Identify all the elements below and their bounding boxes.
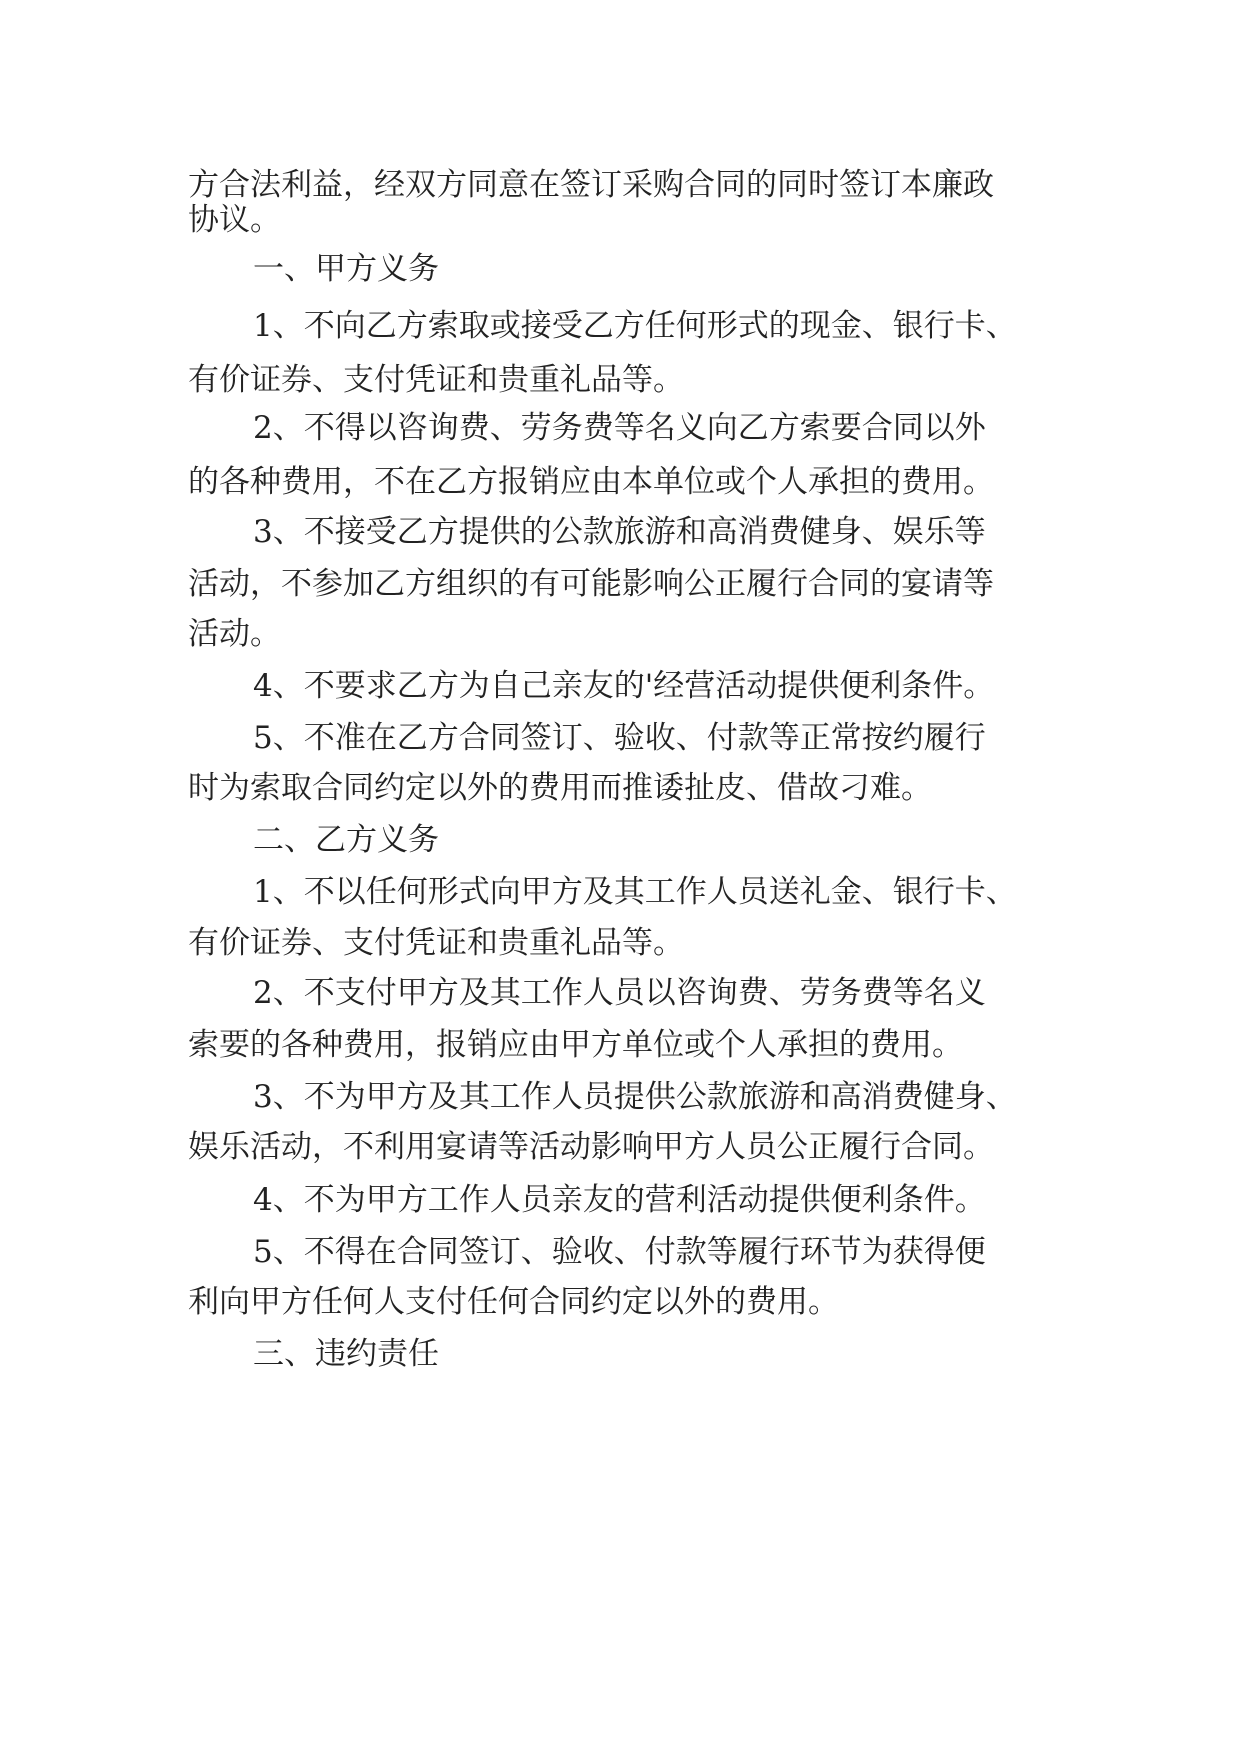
clause-line: 有价证券、支付凭证和贵重礼品等。: [188, 925, 684, 961]
clause-line: 的各种费用，不在乙方报销应由本单位或个人承担的费用。: [188, 464, 994, 500]
body-text-line: 协议。: [188, 202, 281, 238]
clause-line: 5、不得在合同签订、验收、付款等履行环节为获得便: [253, 1234, 986, 1270]
clause-line: 3、不接受乙方提供的公款旅游和高消费健身、娱乐等: [253, 514, 986, 550]
clause-line: 3、不为甲方及其工作人员提供公款旅游和高消费健身、: [253, 1079, 1017, 1115]
clause-line: 4、不为甲方工作人员亲友的营利活动提供便利条件。: [253, 1182, 986, 1218]
section-heading: 三、违约责任: [253, 1336, 439, 1372]
clause-line: 4、不要求乙方为自己亲友的'经营活动提供便利条件。: [253, 668, 995, 704]
section-heading: 二、乙方义务: [253, 822, 439, 858]
clause-line: 利向甲方任何人支付任何合同约定以外的费用。: [188, 1284, 839, 1320]
clause-line: 2、不得以咨询费、劳务费等名义向乙方索要合同以外: [253, 410, 986, 446]
clause-line: 1、不以任何形式向甲方及其工作人员送礼金、银行卡、: [253, 874, 1017, 910]
clause-line: 1、不向乙方索取或接受乙方任何形式的现金、银行卡、: [253, 308, 1017, 344]
clause-line: 时为索取合同约定以外的费用而推诿扯皮、借故刁难。: [188, 770, 932, 806]
clause-line: 活动，不参加乙方组织的有可能影响公正履行合同的宴请等: [188, 566, 994, 602]
body-text-line: 方合法利益，经双方同意在签订采购合同的同时签订本廉政: [188, 167, 994, 203]
section-heading: 一、甲方义务: [253, 251, 439, 287]
clause-line: 有价证券、支付凭证和贵重礼品等。: [188, 362, 684, 398]
clause-line: 2、不支付甲方及其工作人员以咨询费、劳务费等名义: [253, 975, 986, 1011]
clause-line: 活动。: [188, 616, 281, 652]
clause-line: 索要的各种费用，报销应由甲方单位或个人承担的费用。: [188, 1027, 963, 1063]
clause-line: 娱乐活动，不利用宴请等活动影响甲方人员公正履行合同。: [188, 1129, 994, 1165]
clause-line: 5、不准在乙方合同签订、验收、付款等正常按约履行: [253, 720, 986, 756]
